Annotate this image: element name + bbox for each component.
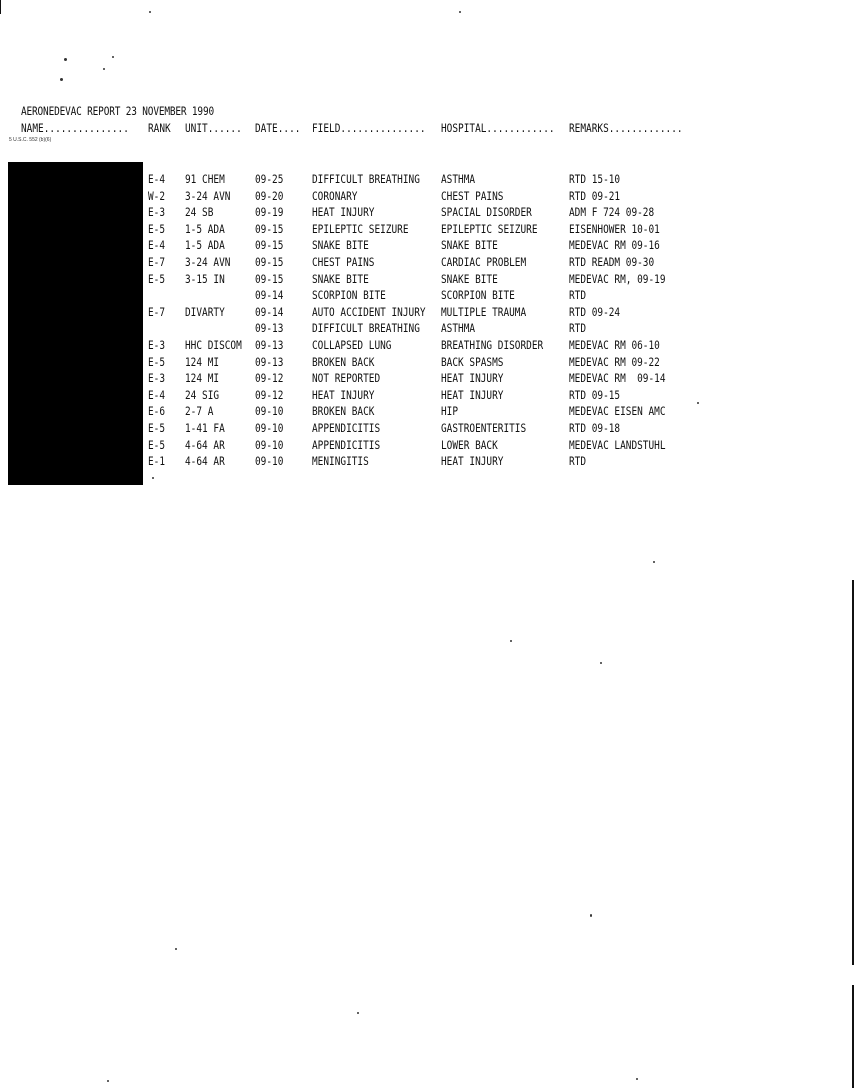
remarks-cell: MEDEVAC RM 06-10 [569, 338, 660, 352]
field-cell: MENINGITIS [312, 454, 369, 469]
date-cell: 09-10 [255, 421, 284, 435]
table-row [0, 321, 856, 337]
hospital-cell: HEAT INJURY [441, 454, 504, 469]
scan-speck [697, 402, 699, 404]
field-cell: SNAKE BITE [312, 271, 369, 286]
rank-cell: E-5 [148, 437, 166, 452]
scan-speck [636, 1078, 638, 1080]
unit-cell: 91 CHEM [185, 172, 225, 186]
scan-speck [149, 11, 151, 13]
date-cell: 09-13 [255, 338, 284, 352]
date-cell: 09-15 [255, 221, 284, 236]
hospital-cell: EPILEPTIC SEIZURE [441, 221, 538, 236]
unit-cell: 2-7 A [185, 404, 214, 419]
remarks-cell: MEDEVAC RM, 09-19 [569, 271, 666, 286]
rank-cell: E-1 [148, 454, 166, 469]
hospital-cell: BREATHING DISORDER [441, 338, 544, 352]
table-row [0, 438, 856, 454]
hospital-cell: LOWER BACK [441, 437, 498, 452]
date-cell: 09-12 [255, 387, 284, 402]
field-cell: AUTO ACCIDENT INJURY [312, 304, 426, 319]
unit-cell: DIVARTY [185, 304, 225, 319]
remarks-cell: MEDEVAC RM 09-16 [569, 238, 660, 253]
hospital-cell: MULTIPLE TRAUMA [441, 304, 527, 319]
rank-cell: E-3 [148, 371, 166, 386]
date-cell: 09-13 [255, 321, 284, 336]
field-cell: SCORPION BITE [312, 288, 386, 303]
unit-cell: 4-64 AR [185, 437, 225, 452]
unit-cell: 4-64 AR [185, 454, 225, 469]
table-row [0, 189, 856, 205]
remarks-cell: MEDEVAC LANDSTUHL [569, 437, 666, 452]
unit-cell: 3-24 AVN [185, 255, 231, 269]
rank-cell: E-3 [148, 338, 166, 352]
column-header-remarks: REMARKS............. [569, 121, 683, 135]
table-row [0, 404, 856, 420]
table-row [0, 172, 856, 188]
unit-cell: 124 MI [185, 371, 220, 386]
field-cell: DIFFICULT BREATHING [312, 321, 420, 336]
scan-speck [600, 662, 602, 664]
date-cell: 09-12 [255, 371, 284, 386]
table-row [0, 272, 856, 288]
field-cell: COLLAPSED LUNG [312, 338, 392, 352]
unit-cell: 24 SB [185, 205, 214, 220]
table-row [0, 421, 856, 437]
scan-speck [175, 948, 177, 950]
hospital-cell: ASTHMA [441, 321, 476, 336]
remarks-cell: MEDEVAC RM 09-22 [569, 354, 660, 369]
hospital-cell: HEAT INJURY [441, 387, 504, 402]
column-header-field: FIELD............... [312, 121, 426, 135]
date-cell: 09-10 [255, 437, 284, 452]
date-cell: 09-14 [255, 304, 284, 319]
remarks-cell: RTD 09-18 [569, 421, 621, 435]
date-cell: 09-10 [255, 404, 284, 419]
table-row [0, 205, 856, 221]
scan-speck [590, 914, 592, 917]
rank-cell: E-5 [148, 271, 166, 286]
hospital-cell: SPACIAL DISORDER [441, 205, 532, 220]
field-cell: CHEST PAINS [312, 255, 375, 269]
scan-edge-line [852, 985, 854, 1088]
field-cell: DIFFICULT BREATHING [312, 172, 420, 186]
field-cell: CORONARY [312, 188, 358, 203]
date-cell: 09-10 [255, 454, 284, 469]
date-cell: 09-25 [255, 172, 284, 186]
scan-speck [64, 58, 67, 61]
remarks-cell: RTD [569, 454, 587, 469]
unit-cell: 24 SIG [185, 387, 220, 402]
remarks-cell: RTD READM 09-30 [569, 255, 655, 269]
table-row [0, 255, 856, 271]
scan-speck [653, 561, 655, 563]
rank-cell: E-4 [148, 387, 166, 402]
field-cell: BROKEN BACK [312, 404, 375, 419]
hospital-cell: ASTHMA [441, 172, 476, 186]
hospital-cell: BACK SPASMS [441, 354, 504, 369]
hospital-cell: CHEST PAINS [441, 188, 504, 203]
hospital-cell: SNAKE BITE [441, 271, 498, 286]
field-cell: APPENDICITIS [312, 437, 381, 452]
remarks-cell: RTD 15-10 [569, 172, 621, 186]
exemption-note: 5 U.S.C. 552 (b)(6) [9, 137, 52, 143]
table-row [0, 371, 856, 387]
date-cell: 09-15 [255, 238, 284, 253]
scan-speck [510, 640, 512, 642]
column-header-rank: RANK [148, 121, 171, 135]
hospital-cell: HEAT INJURY [441, 371, 504, 386]
scan-speck [107, 1080, 109, 1082]
unit-cell: HHC DISCOM [185, 338, 242, 352]
hospital-cell: SNAKE BITE [441, 238, 498, 253]
unit-cell: 124 MI [185, 354, 220, 369]
date-cell: 09-13 [255, 354, 284, 369]
unit-cell: 1-41 FA [185, 421, 225, 435]
table-row [0, 355, 856, 371]
remarks-cell: RTD 09-24 [569, 304, 621, 319]
field-cell: NOT REPORTED [312, 371, 381, 386]
remarks-cell: RTD 09-21 [569, 188, 621, 203]
table-row [0, 388, 856, 404]
remarks-cell: RTD [569, 321, 587, 336]
hospital-cell: GASTROENTERITIS [441, 421, 527, 435]
remarks-cell: EISENHOWER 10-01 [569, 221, 660, 236]
remarks-cell: ADM F 724 09-28 [569, 205, 655, 220]
scan-speck [60, 78, 63, 81]
table-row [0, 305, 856, 321]
scan-speck [103, 68, 105, 70]
column-header-date: DATE.... [255, 121, 301, 135]
report-title: AERONEDEVAC REPORT 23 NOVEMBER 1990 [21, 104, 214, 118]
scan-speck [112, 56, 114, 58]
scan-edge-line [0, 0, 1, 14]
unit-cell: 1-5 ADA [185, 238, 225, 253]
rank-cell: E-6 [148, 404, 166, 419]
rank-cell: E-5 [148, 421, 166, 435]
hospital-cell: HIP [441, 404, 459, 419]
column-header-unit: UNIT...... [185, 121, 242, 135]
table-row [0, 338, 856, 354]
field-cell: HEAT INJURY [312, 205, 375, 220]
hospital-cell: CARDIAC PROBLEM [441, 255, 527, 269]
field-cell: HEAT INJURY [312, 387, 375, 402]
field-cell: APPENDICITIS [312, 421, 381, 435]
table-row [0, 222, 856, 238]
remarks-cell: MEDEVAC EISEN AMC [569, 404, 666, 419]
rank-cell: E-4 [148, 238, 166, 253]
date-cell: 09-15 [255, 271, 284, 286]
table-row [0, 288, 856, 304]
rank-cell: W-2 [148, 188, 166, 203]
remarks-cell: MEDEVAC RM 09-14 [569, 371, 666, 386]
date-cell: 09-14 [255, 288, 284, 303]
unit-cell: 3-15 IN [185, 271, 225, 286]
scan-speck [459, 11, 461, 13]
scan-speck [357, 1012, 359, 1014]
date-cell: 09-19 [255, 205, 284, 220]
rank-cell: E-7 [148, 255, 166, 269]
rank-cell: E-5 [148, 354, 166, 369]
hospital-cell: SCORPION BITE [441, 288, 515, 303]
scan-speck [152, 477, 154, 479]
scan-edge-line [852, 580, 854, 965]
rank-cell: E-7 [148, 304, 166, 319]
rank-cell: E-3 [148, 205, 166, 220]
rank-cell: E-5 [148, 221, 166, 236]
field-cell: EPILEPTIC SEIZURE [312, 221, 409, 236]
date-cell: 09-15 [255, 255, 284, 269]
remarks-cell: RTD 09-15 [569, 387, 621, 402]
field-cell: SNAKE BITE [312, 238, 369, 253]
unit-cell: 1-5 ADA [185, 221, 225, 236]
rank-cell: E-4 [148, 172, 166, 186]
table-row [0, 238, 856, 254]
date-cell: 09-20 [255, 188, 284, 203]
column-header-name: NAME............... [21, 121, 129, 135]
field-cell: BROKEN BACK [312, 354, 375, 369]
table-row [0, 454, 856, 470]
column-header-hospital: HOSPITAL............ [441, 121, 555, 135]
remarks-cell: RTD [569, 288, 587, 303]
unit-cell: 3-24 AVN [185, 188, 231, 203]
